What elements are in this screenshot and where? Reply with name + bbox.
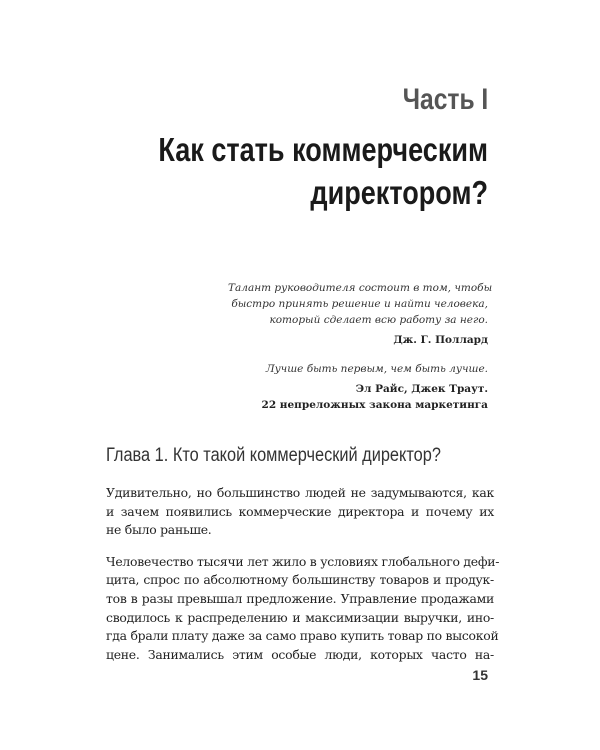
epigraph-author [228,381,488,413]
epigraph-author [228,332,488,348]
body-text [106,484,500,677]
part-title-line: директором? [310,174,488,211]
text-line: Удивительно, но большинство людей не задумываются, как [106,485,494,500]
text-line: и зачем появились коммерческие директора и почему их [106,503,494,519]
text-line: цита, спрос по абсолютному большинству товаров и продук- [106,572,494,588]
text-line: цене. Занимались этим особые люди, которых часто на- [106,646,494,662]
epigraph-quote-line: Талант руководителя состоит в том, чтобы [228,282,493,294]
chapter-title: Глава 1. Кто такой коммерческий директор? [106,445,441,466]
epigraph-author-line: Дж. Г. Поллард [393,334,488,346]
paragraph [106,484,494,540]
paragraph [106,553,500,665]
epigraphs [228,280,493,426]
epigraph-quote-line: который сделает всю работу за него. [269,314,488,326]
text-line: гда брали плату даже за само право купить товар по высокой [106,628,499,644]
epigraph-quote [228,361,488,377]
epigraph-author-line: 22 непреложных закона маркетинга [261,399,488,411]
text-line: тов в разы превышал предложение. Управление продажами [106,590,494,606]
epigraph-quote [228,280,493,328]
epigraph [228,280,493,348]
part-label: Часть I [402,83,488,116]
epigraph [228,361,488,413]
text-line: сводилось к распределению и максимизации выручки, ино- [106,609,494,625]
text-line: не было раньше. [106,522,212,538]
part-title [158,128,488,214]
epigraph-quote-line: быстро принять решение и найти человека, [231,298,488,310]
epigraph-author-line: Эл Райс, Джек Траут. [355,383,488,395]
page-number: 15 [472,667,488,683]
text-line: Человечество тысячи лет жило в условиях глобального дефи- [106,553,500,569]
epigraph-quote-line: Лучше быть первым, чем быть лучше. [265,363,488,375]
part-title-line: Как стать коммерческим [158,131,488,168]
